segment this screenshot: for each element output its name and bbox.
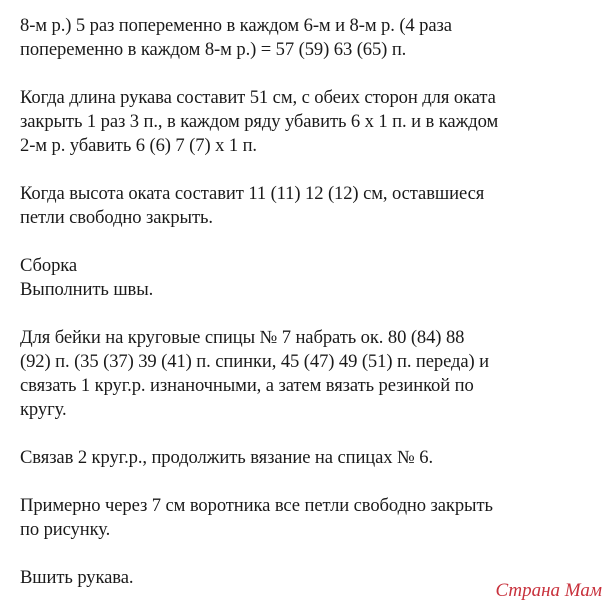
text-line: закрыть 1 раз 3 п., в каждом ряду убавить 6 х 1 п. и в каждом [20, 111, 499, 132]
paragraph-assembly [20, 254, 595, 302]
section-heading: Сборка [20, 255, 78, 276]
text-line: Выполнить швы. [20, 279, 154, 300]
text-line: попеременно в каждом 8-м р.) = 57 (59) 63 (65) п. [20, 39, 407, 60]
document-page [20, 14, 595, 614]
text-line: Когда длина рукава составит 51 см, с обеих сторон для оката [20, 87, 496, 108]
text-line: 2-м р. убавить 6 (6) 7 (7) х 1 п. [20, 135, 257, 156]
text-line: по рисунку. [20, 519, 111, 540]
text-line: Вшить рукава. [20, 567, 134, 588]
paragraph-sleeve-cap [20, 86, 595, 158]
paragraph-decrease-sleeve [20, 14, 595, 62]
paragraph-collar [20, 494, 595, 542]
text-line: Примерно через 7 см воротника все петли свободно закрыть [20, 495, 493, 516]
text-line: петли свободно закрыть. [20, 207, 213, 228]
text-line: связать 1 круг.р. изнаночными, а затем вязать резинкой по [20, 375, 474, 396]
text-line: Когда высота оката составит 11 (11) 12 (12) см, оставшиеся [20, 183, 485, 204]
text-line: 8-м р.) 5 раз попеременно в каждом 6-м и 8-м р. (4 раза [20, 15, 452, 36]
site-watermark: Страна Мам [495, 580, 602, 601]
text-line: Связав 2 круг.р., продолжить вязание на спицах № 6. [20, 447, 433, 468]
text-line: (92) п. (35 (37) 39 (41) п. спинки, 45 (47) 49 (51) п. переда) и [20, 351, 490, 372]
paragraph-needles-change [20, 446, 595, 470]
text-line: Для бейки на круговые спицы № 7 набрать ок. 80 (84) 88 [20, 327, 465, 348]
paragraph-cap-height [20, 182, 595, 230]
text-line: кругу. [20, 399, 67, 420]
paragraph-neckband [20, 326, 595, 422]
